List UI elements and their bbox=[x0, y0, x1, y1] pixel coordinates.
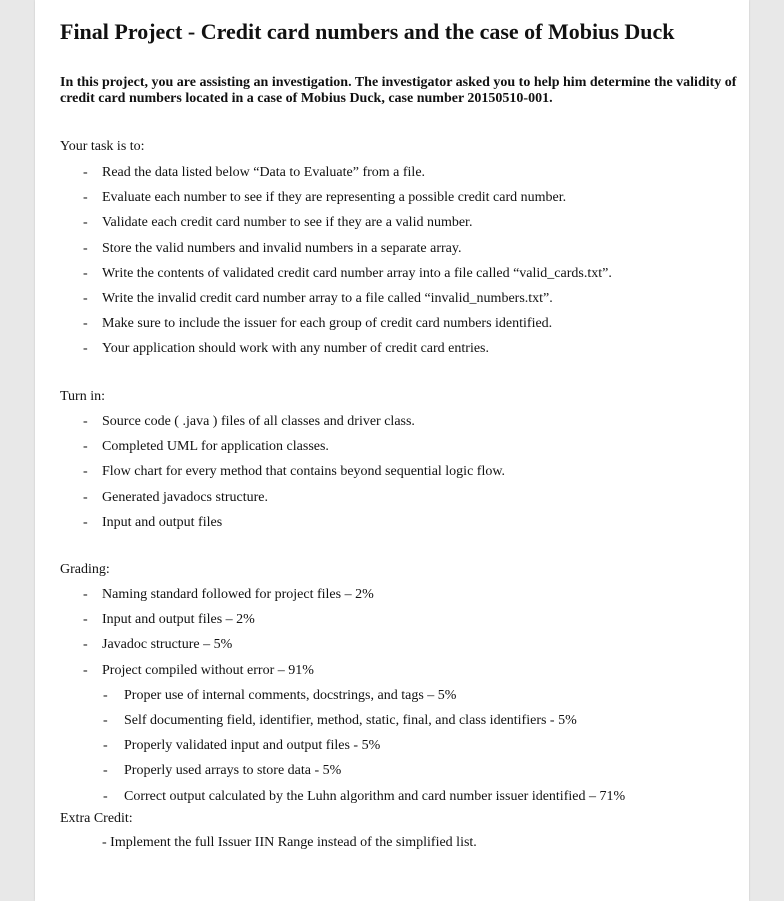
list-item-text: Completed UML for application classes. bbox=[102, 439, 329, 455]
list-item bbox=[60, 210, 740, 235]
bullet-dash: - bbox=[83, 341, 88, 357]
intro-paragraph: In this project, you are assisting an investigation. The investigator asked you to help him determine the validity of credit card numbers located in a case of Mobius Duck, case number 20150510-001. bbox=[60, 75, 737, 106]
bullet-dash: - bbox=[103, 763, 108, 779]
bullet-dash: - bbox=[83, 637, 88, 653]
list-item bbox=[60, 485, 740, 510]
extra-credit-item: - Implement the full Issuer IIN Range instead of the simplified list. bbox=[102, 835, 477, 850]
turn-in-list bbox=[60, 409, 740, 535]
extra-credit-label: Extra Credit: bbox=[60, 811, 133, 826]
bullet-dash: - bbox=[83, 414, 88, 429]
sub-list-item bbox=[60, 708, 740, 733]
list-item-text: Write the contents of validated credit card number array into a file called “valid_cards.txt”. bbox=[102, 265, 612, 281]
list-item-text: Project compiled without error – 91% bbox=[102, 662, 314, 678]
bullet-dash: - bbox=[103, 712, 108, 728]
list-item bbox=[60, 607, 740, 632]
list-item bbox=[60, 582, 740, 607]
list-item-text: Your application should work with any number of credit card entries. bbox=[102, 341, 489, 357]
bullet-dash: - bbox=[103, 687, 108, 703]
list-item-text: Make sure to include the issuer for each group of credit card numbers identified. bbox=[102, 316, 553, 332]
list-item-text: Naming standard followed for project files – 2% bbox=[102, 587, 374, 602]
bullet-dash: - bbox=[83, 439, 88, 455]
sub-list-item bbox=[60, 758, 740, 783]
list-item bbox=[60, 185, 740, 210]
bullet-dash: - bbox=[83, 489, 88, 505]
list-item-text: Properly used arrays to store data - 5% bbox=[124, 763, 342, 779]
bullet-dash: - bbox=[83, 612, 88, 628]
bullet-dash: - bbox=[83, 165, 88, 180]
list-item bbox=[60, 336, 740, 361]
list-item bbox=[60, 632, 740, 657]
bullet-dash: - bbox=[103, 738, 108, 754]
list-item-text: Generated javadocs structure. bbox=[102, 489, 268, 505]
grading-list bbox=[60, 582, 740, 809]
list-item bbox=[60, 236, 740, 261]
list-item-text: Evaluate each number to see if they are representing a possible credit card number. bbox=[102, 190, 567, 206]
list-item-text: Flow chart for every method that contains beyond sequential logic flow. bbox=[102, 464, 506, 480]
bullet-dash: - bbox=[83, 514, 88, 530]
bullet-dash: - bbox=[83, 215, 88, 231]
task-label: Your task is to: bbox=[60, 139, 145, 154]
list-item bbox=[60, 311, 740, 336]
list-item-text: Correct output calculated by the Luhn algorithm and card number issuer identified – 71% bbox=[124, 788, 626, 804]
list-item-text: Input and output files bbox=[102, 514, 223, 530]
list-item bbox=[60, 459, 740, 484]
bullet-dash: - bbox=[103, 788, 108, 804]
list-item-text: Javadoc structure – 5% bbox=[102, 637, 233, 653]
task-list bbox=[60, 160, 740, 362]
list-item-text: Store the valid numbers and invalid numbers in a separate array. bbox=[102, 240, 462, 256]
bullet-dash: - bbox=[83, 265, 88, 281]
document-page bbox=[35, 0, 749, 901]
sub-list-item bbox=[60, 683, 740, 708]
list-item bbox=[60, 286, 740, 311]
list-item bbox=[60, 261, 740, 286]
grading-label: Grading: bbox=[60, 562, 110, 577]
turn-in-label: Turn in: bbox=[60, 389, 106, 404]
list-item-text: Validate each credit card number to see if they are a valid number. bbox=[102, 215, 473, 231]
sub-list-item bbox=[60, 733, 740, 758]
list-item bbox=[60, 409, 740, 434]
bullet-dash: - bbox=[83, 587, 88, 602]
list-item-text: Input and output files – 2% bbox=[102, 612, 255, 628]
bullet-dash: - bbox=[83, 290, 88, 306]
list-item-text: Read the data listed below “Data to Evaluate” from a file. bbox=[102, 165, 426, 180]
list-item bbox=[60, 658, 740, 683]
list-item bbox=[60, 160, 740, 185]
bullet-dash: - bbox=[83, 240, 88, 256]
sub-list-item bbox=[60, 784, 740, 809]
bullet-dash: - bbox=[83, 662, 88, 678]
list-item-text: Write the invalid credit card number array to a file called “invalid_numbers.txt”. bbox=[102, 290, 553, 306]
bullet-dash: - bbox=[83, 316, 88, 332]
bullet-dash: - bbox=[83, 464, 88, 480]
list-item-text: Properly validated input and output files - 5% bbox=[124, 738, 381, 754]
list-item-text: Self documenting field, identifier, method, static, final, and class identifiers - 5% bbox=[124, 712, 577, 728]
list-item bbox=[60, 434, 740, 459]
list-item-text: Source code ( .java ) files of all classes and driver class. bbox=[102, 414, 415, 429]
list-item bbox=[60, 510, 740, 535]
bullet-dash: - bbox=[83, 190, 88, 206]
document-title: Final Project - Credit card numbers and the case of Mobius Duck bbox=[60, 19, 675, 44]
list-item-text: Proper use of internal comments, docstrings, and tags – 5% bbox=[124, 687, 457, 703]
